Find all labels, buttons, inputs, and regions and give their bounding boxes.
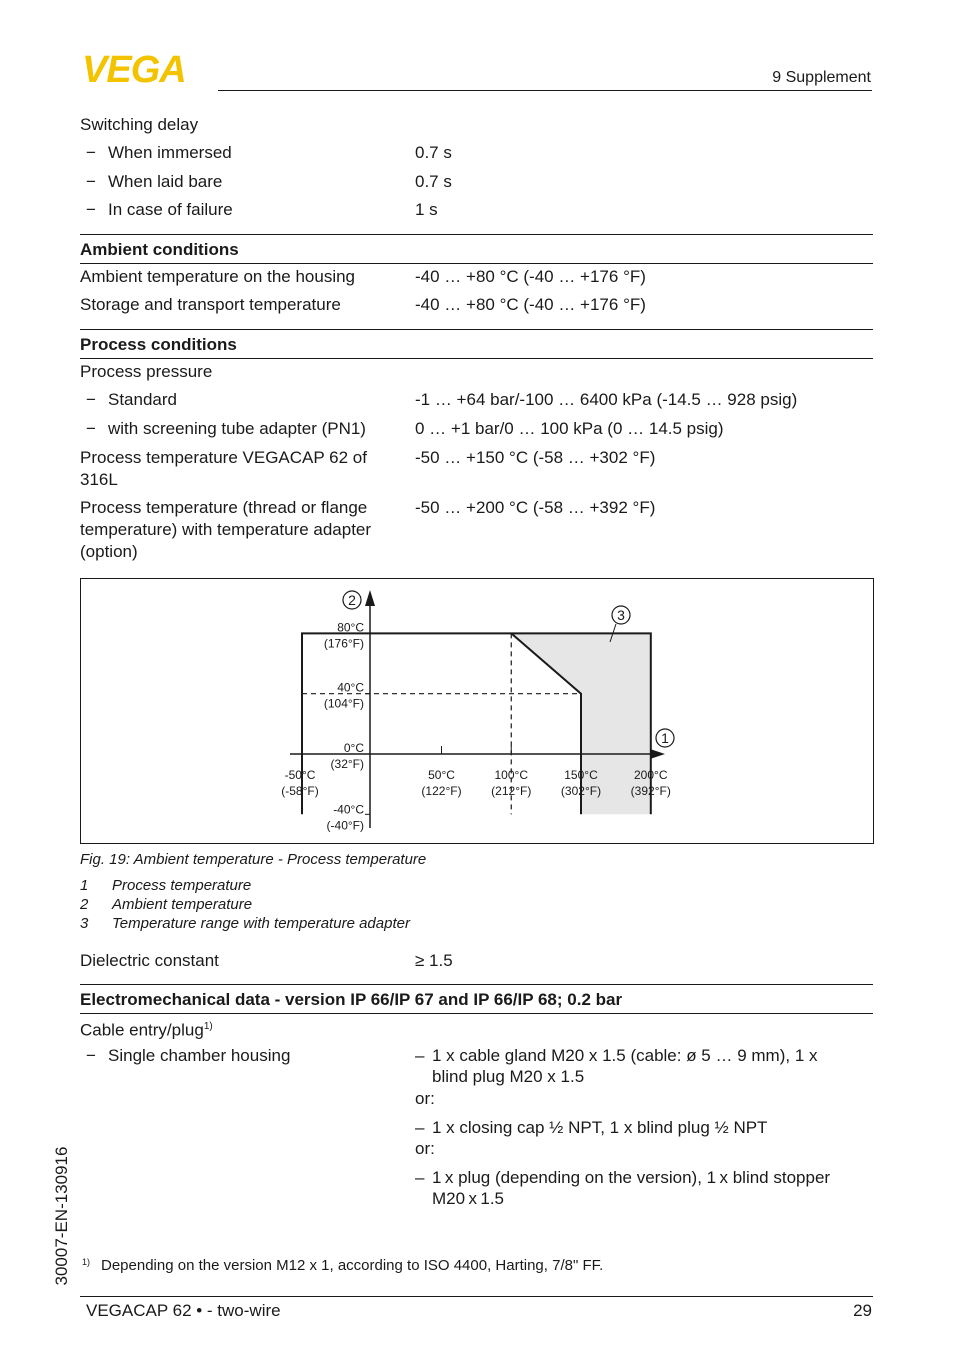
option-text: 1 x closing cap ½ NPT, 1 x blind plug ½ NPT [432, 1118, 768, 1137]
row-label: Process temperature (thread or flange [80, 498, 368, 517]
document-code: 30007-EN-130916 [52, 1146, 71, 1286]
list-item [86, 199, 233, 220]
row-label: When immersed [108, 143, 232, 162]
header-rule [218, 90, 872, 91]
row-value: 1 s [415, 200, 438, 219]
row-value: -40 … +80 °C (-40 … +176 °F) [415, 267, 646, 286]
row-value: ≥ 1.5 [415, 951, 453, 970]
cable-entry-label [80, 1016, 213, 1041]
list-item [86, 389, 177, 410]
row-label: with screening tube adapter (PN1) [108, 419, 366, 438]
footnote-ref: 1) [203, 1021, 213, 1032]
dash: − [86, 390, 96, 409]
y-tick-label: -40°C [333, 802, 364, 817]
row-label: temperature) with temperature adapter [80, 520, 372, 539]
row-value: 0 … +1 bar/0 … 100 kPa (0 … 14.5 psig) [415, 419, 724, 438]
x-tick-label-f: (212°F) [491, 784, 532, 798]
row-value: 0.7 s [415, 143, 452, 162]
row-label: Standard [108, 390, 177, 409]
row-label: (option) [80, 542, 138, 561]
section-rule [80, 358, 873, 359]
dash: − [86, 143, 96, 162]
cable-entry-text: Cable entry/plug [80, 1020, 204, 1040]
x-tick-label-f: (302°F) [560, 784, 602, 798]
x-tick-label: 200°C [634, 768, 668, 782]
bullet: – [415, 1046, 425, 1065]
legend-text: Ambient temperature [112, 896, 253, 913]
row-label: Single chamber housing [108, 1046, 291, 1065]
dash: − [86, 200, 96, 219]
x-tick-label-f: (392°F) [630, 784, 671, 798]
or-text: or: [415, 1089, 435, 1108]
row-value: 0.7 s [415, 172, 452, 191]
y-axis-arrow [365, 590, 375, 606]
ambient-heading: Ambient conditions [80, 240, 239, 259]
section-title: 9 Supplement [772, 69, 871, 86]
section-rule [80, 329, 873, 330]
dash: − [86, 419, 96, 438]
row-value: -1 … +64 bar/-100 … 6400 kPa (-14.5 … 928 psig) [415, 390, 798, 409]
row-value: -40 … +80 °C (-40 … +176 °F) [415, 295, 646, 314]
x-tick-label: 150°C [564, 768, 598, 782]
bullet: – [415, 1168, 425, 1187]
x-tick-label-f: (-58°F) [281, 784, 319, 798]
legend-text: Process temperature [112, 877, 252, 894]
legend-text: Temperature range with temperature adapter [112, 915, 410, 932]
temperature-chart [80, 578, 874, 844]
legend-num: 3 [80, 915, 89, 932]
y-tick-label-f: (176°F) [323, 636, 364, 651]
option-text: 1 x cable gland M20 x 1.5 (cable: ø 5 … 9 mm), 1 x [432, 1046, 818, 1065]
row-label: Dielectric constant [80, 951, 219, 970]
legend-num: 1 [80, 877, 89, 894]
section-rule [80, 984, 873, 985]
y-tick-label-f: (32°F) [330, 757, 364, 771]
section-rule [80, 263, 873, 264]
figure-caption: Fig. 19: Ambient temperature - Process temperature [80, 851, 427, 868]
list-item [86, 418, 366, 439]
switching-delay-title: Switching delay [80, 115, 199, 134]
option-text: blind plug M20 x 1.5 [432, 1067, 585, 1086]
dash: − [86, 172, 96, 191]
page-number: 29 [853, 1301, 872, 1320]
row-label: In case of failure [108, 200, 233, 219]
logo-text: VEGA [82, 52, 186, 84]
row-label: Ambient temperature on the housing [80, 267, 356, 286]
x-tick-label: -50°C [284, 768, 316, 782]
row-label: 316L [80, 470, 118, 489]
list-item [86, 1045, 290, 1066]
row-label: Storage and transport temperature [80, 295, 341, 314]
section-rule [80, 234, 873, 235]
y-tick-label-f: (-40°F) [326, 818, 364, 833]
legend-num: 2 [80, 896, 89, 913]
vega-logo [82, 52, 212, 84]
process-heading: Process conditions [80, 335, 237, 354]
callout-number: 2 [348, 592, 356, 608]
row-label: When laid bare [108, 172, 223, 191]
electro-heading: Electromechanical data - version IP 66/IP 67 and IP 66/IP 68; 0.2 bar [80, 990, 623, 1009]
row-value: -50 … +150 °C (-58 … +302 °F) [415, 448, 656, 467]
x-axis-arrow [650, 749, 665, 759]
section-rule [80, 1013, 873, 1014]
bullet: – [415, 1118, 425, 1137]
option-text: 1 x plug (depending on the version), 1 x blind stopper [432, 1168, 831, 1187]
footnote-num: 1) [82, 1257, 91, 1267]
y-tick-label: 0°C [343, 741, 364, 755]
footnote-text: Depending on the version M12 x 1, according to ISO 4400, Harting, 7/8" FF. [101, 1257, 604, 1274]
list-item [86, 142, 232, 163]
y-tick-label: 80°C [337, 620, 364, 635]
x-tick-label: 50°C [428, 768, 455, 782]
callout-number: 3 [617, 607, 625, 623]
y-tick-label-f: (104°F) [323, 696, 364, 711]
footer-product: VEGACAP 62 • - two-wire [86, 1301, 281, 1320]
footer-rule [80, 1296, 873, 1297]
x-tick-label-f: (122°F) [421, 784, 462, 798]
or-text: or: [415, 1139, 435, 1158]
list-item [86, 171, 222, 192]
row-label: Process temperature VEGACAP 62 of [80, 448, 367, 467]
option-text: M20 x 1.5 [432, 1189, 505, 1208]
y-tick-label: 40°C [337, 680, 364, 695]
dash: − [86, 1046, 96, 1065]
row-value: -50 … +200 °C (-58 … +392 °F) [415, 498, 656, 517]
callout-number: 1 [661, 730, 669, 746]
x-tick-label: 100°C [494, 768, 528, 782]
process-pressure-title: Process pressure [80, 362, 213, 381]
